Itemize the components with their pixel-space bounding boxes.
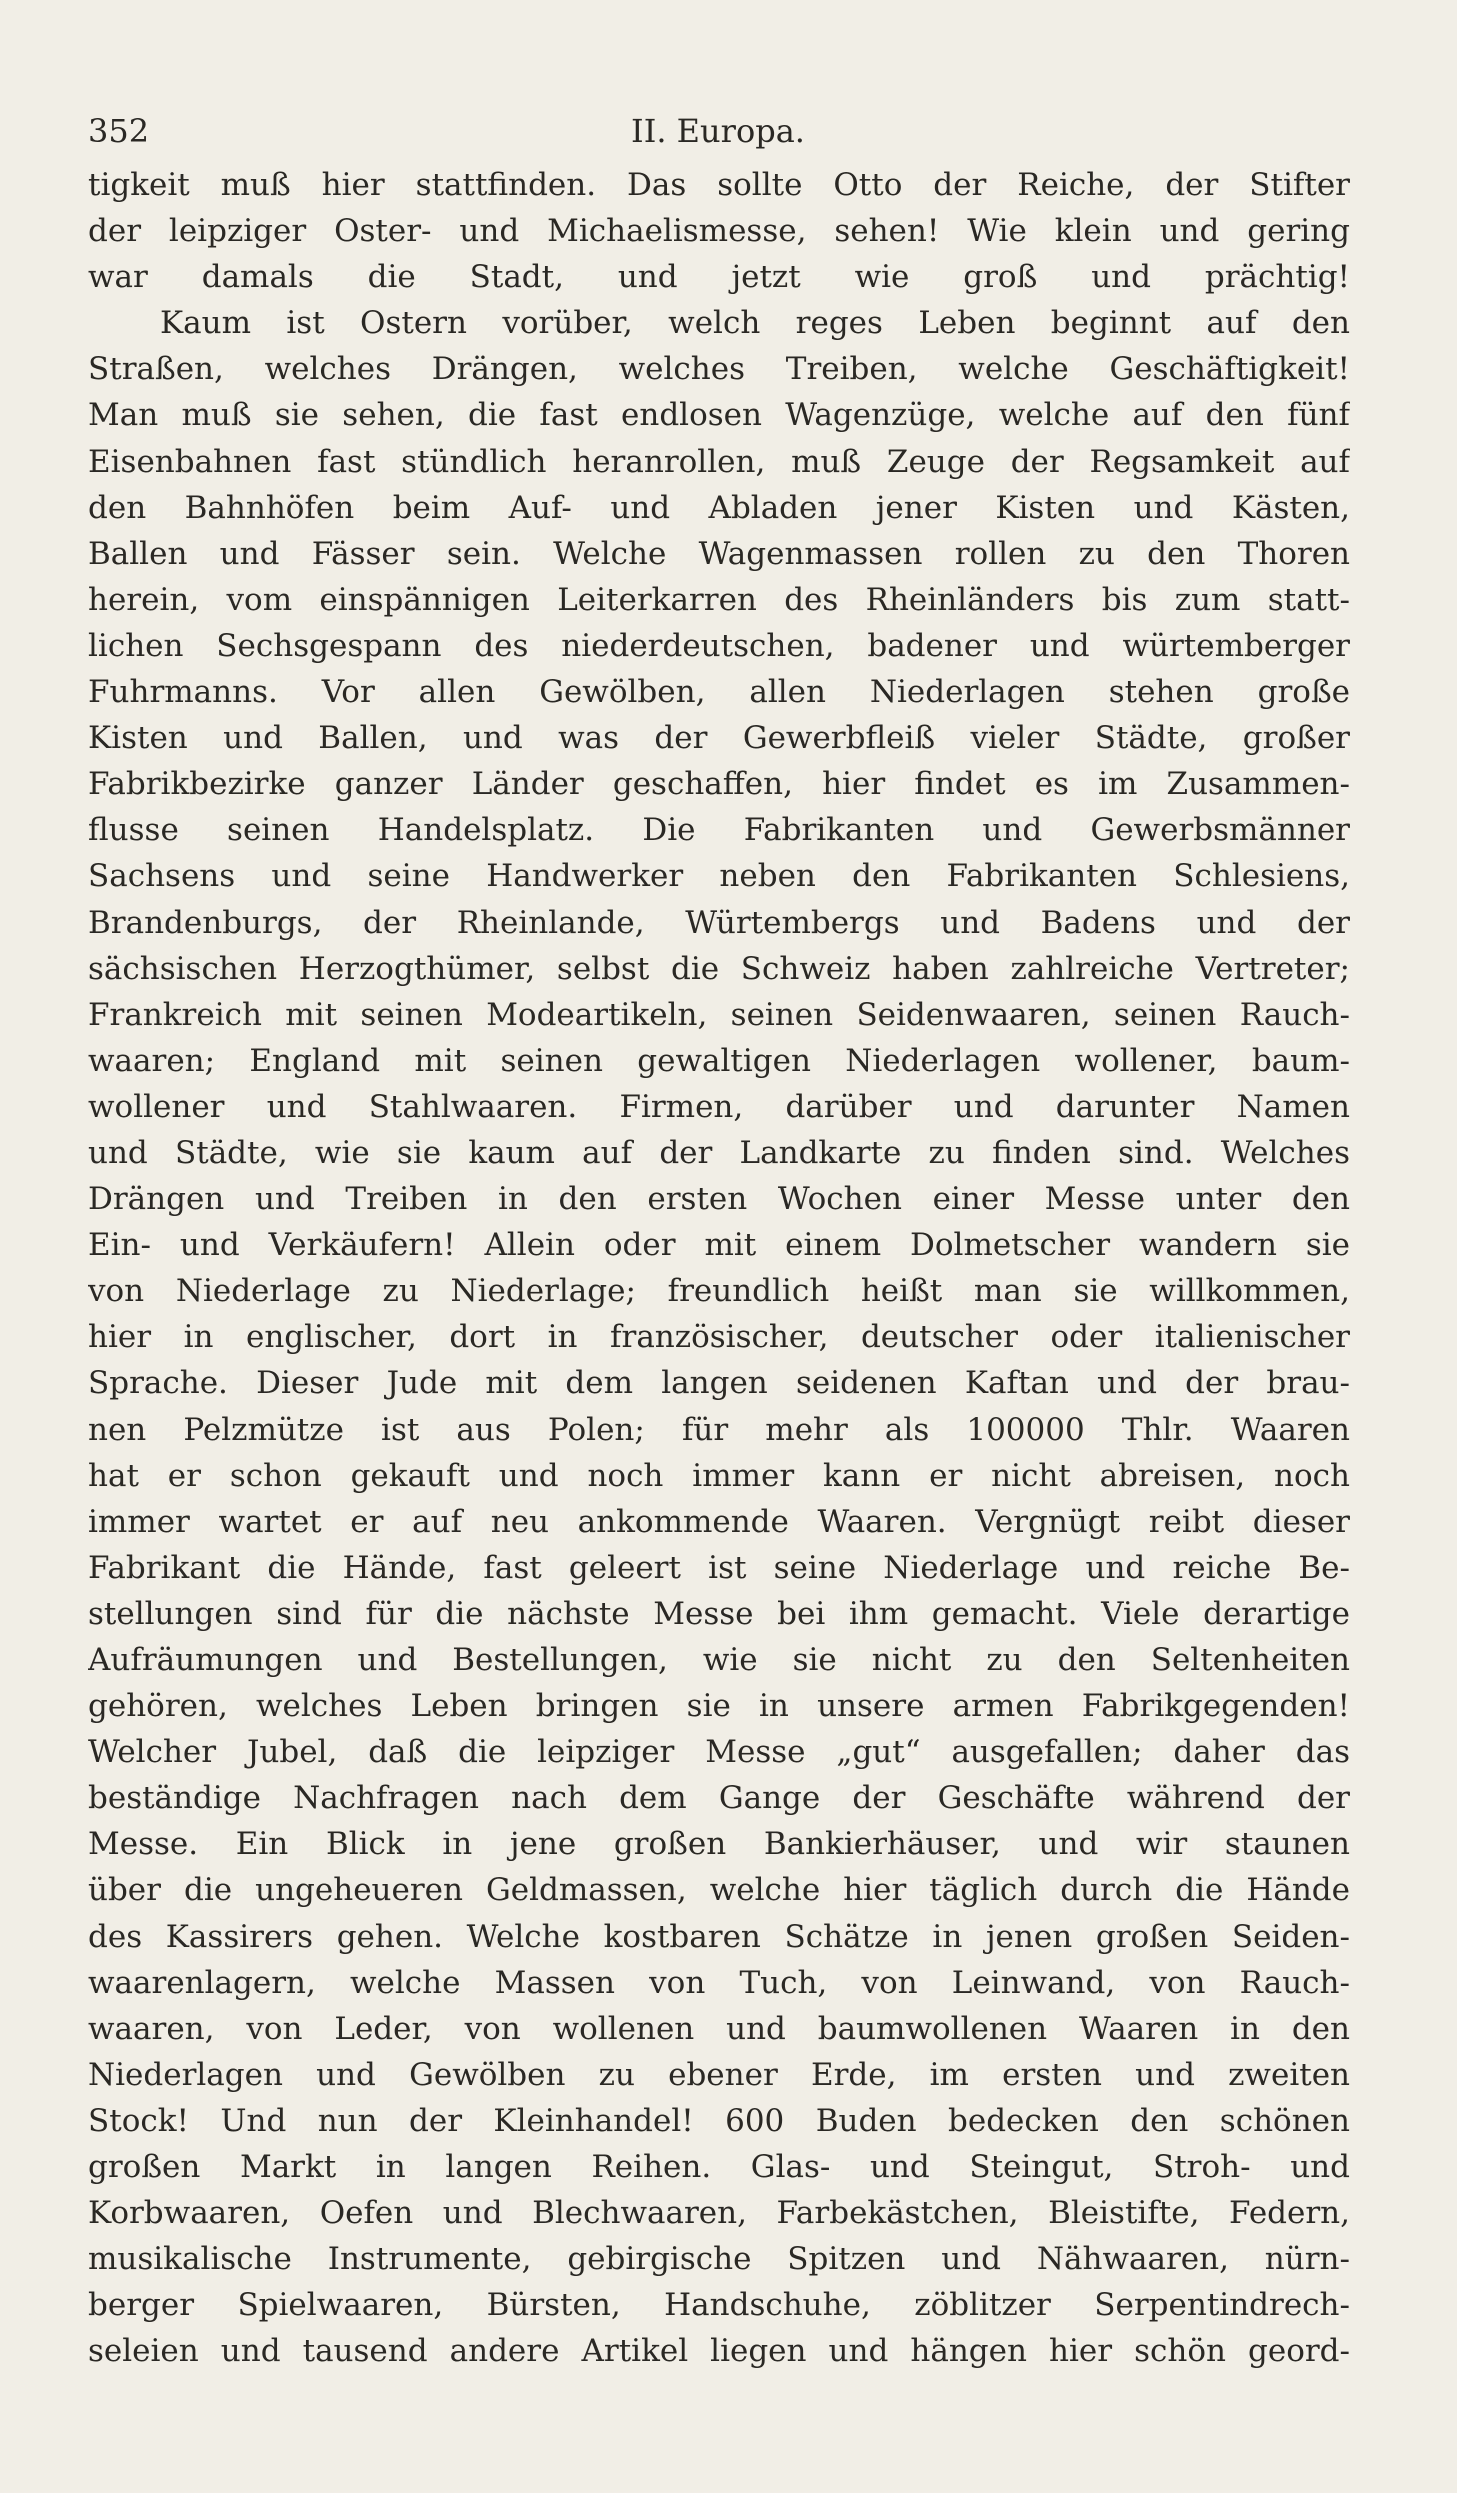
text-line: Welcher Jubel, daß die leipziger Messe „gut“ ausgefallen; daher das — [88, 1734, 1350, 1771]
text-line: Kaum ist Ostern vorüber, welch reges Leben beginnt auf den — [160, 305, 1350, 342]
text-line: Sprache. Dieser Jude mit dem langen seidenen Kaftan und der brau- — [88, 1365, 1350, 1402]
text-line: musikalische Instrumente, gebirgische Spitzen und Nähwaaren, nürn- — [88, 2241, 1350, 2278]
text-line: Brandenburgs, der Rheinlande, Würtembergs und Badens und der — [88, 904, 1350, 941]
text-line: hat er schon gekauft und noch immer kann er nicht abreisen, noch — [88, 1457, 1350, 1494]
text-line: gehören, welches Leben bringen sie in unsere armen Fabrikgegenden! — [88, 1688, 1350, 1725]
text-line: Fabrikant die Hände, fast geleert ist seine Niederlage und reiche Be- — [88, 1549, 1350, 1586]
text-line: Ballen und Fässer sein. Welche Wagenmassen rollen zu den Thoren — [88, 535, 1350, 572]
text-line: des Kassirers gehen. Welche kostbaren Schätze in jenen großen Seiden- — [88, 1918, 1350, 1955]
text-line: Aufräumungen und Bestellungen, wie sie nicht zu den Seltenheiten — [88, 1642, 1350, 1678]
text-line: großen Markt in langen Reihen. Glas- und Steingut, Stroh- und — [88, 2149, 1350, 2186]
text-line: beständige Nachfragen nach dem Gange der Geschäfte während der — [88, 1780, 1350, 1817]
text-line: Korbwaaren, Oefen und Blechwaaren, Farbekästchen, Bleistifte, Federn, — [88, 2195, 1350, 2232]
body-text — [88, 162, 1350, 2375]
text-line: Fuhrmanns. Vor allen Gewölben, allen Niederlagen stehen große — [88, 674, 1350, 711]
text-line: seleien und tausend andere Artikel liegen und hängen hier schön geord- — [88, 2333, 1350, 2370]
text-line: Kisten und Ballen, und was der Gewerbfleiß vieler Städte, großer — [88, 720, 1350, 757]
text-line: waaren, von Leder, von wollenen und baumwollenen Waaren in den — [88, 2010, 1350, 2047]
text-line: sächsischen Herzogthümer, selbst die Schweiz haben zahlreiche Vertreter; — [88, 950, 1350, 987]
text-line: Niederlagen und Gewölben zu ebener Erde, im ersten und zweiten — [88, 2056, 1350, 2093]
text-line: den Bahnhöfen beim Auf- und Abladen jener Kisten und Kästen, — [88, 489, 1350, 526]
text-line: berger Spielwaaren, Bürsten, Handschuhe, zöblitzer Serpentindrech- — [88, 2287, 1350, 2324]
page-number: 352 — [88, 112, 150, 150]
text-line: herein, vom einspännigen Leiterkarren des Rheinländers bis zum statt- — [88, 581, 1350, 618]
running-title: II. Europa. — [631, 112, 805, 150]
text-line: waaren; England mit seinen gewaltigen Niederlagen wollener, baum- — [88, 1042, 1350, 1079]
text-line: über die ungeheueren Geldmassen, welche hier täglich durch die Hände — [88, 1872, 1350, 1909]
text-line: Fabrikbezirke ganzer Länder geschaffen, hier findet es im Zusammen- — [88, 766, 1350, 803]
text-line: Man muß sie sehen, die fast endlosen Wagenzüge, welche auf den fünf — [88, 397, 1350, 434]
text-line: von Niederlage zu Niederlage; freundlich heißt man sie willkommen, — [88, 1273, 1350, 1310]
page-header — [88, 112, 1348, 152]
text-line: der leipziger Oster- und Michaelismesse, sehen! Wie klein und gering — [88, 213, 1350, 250]
text-line: tigkeit muß hier stattfinden. Das sollte Otto der Reiche, der Stifter — [88, 167, 1350, 203]
text-line: war damals die Stadt, und jetzt wie groß und prächtig! — [88, 259, 1350, 296]
text-line: und Städte, wie sie kaum auf der Landkarte zu finden sind. Welches — [88, 1134, 1350, 1171]
text-line: waarenlagern, welche Massen von Tuch, von Leinwand, von Rauch- — [88, 1964, 1350, 2001]
text-line: Ein- und Verkäufern! Allein oder mit einem Dolmetscher wandern sie — [88, 1227, 1350, 1264]
text-line: lichen Sechsgespann des niederdeutschen, badener und würtemberger — [88, 627, 1350, 664]
text-line: stellungen sind für die nächste Messe bei ihm gemacht. Viele derartige — [88, 1595, 1350, 1632]
text-line: Messe. Ein Blick in jene großen Bankierhäuser, und wir staunen — [88, 1826, 1350, 1863]
text-line: Drängen und Treiben in den ersten Wochen einer Messe unter den — [88, 1181, 1350, 1218]
text-line: wollener und Stahlwaaren. Firmen, darüber und darunter Namen — [88, 1088, 1350, 1125]
text-line: Straßen, welches Drängen, welches Treiben, welche Geschäftigkeit! — [88, 351, 1350, 388]
text-line: Frankreich mit seinen Modeartikeln, seinen Seidenwaaren, seinen Rauch- — [88, 996, 1350, 1033]
text-line: Sachsens und seine Handwerker neben den Fabrikanten Schlesiens, — [88, 858, 1350, 895]
text-line: flusse seinen Handelsplatz. Die Fabrikanten und Gewerbsmänner — [88, 812, 1350, 849]
text-line: Stock! Und nun der Kleinhandel! 600 Buden bedecken den schönen — [88, 2102, 1350, 2139]
text-line: Eisenbahnen fast stündlich heranrollen, muß Zeuge der Regsamkeit auf — [88, 443, 1350, 480]
text-line: nen Pelzmütze ist aus Polen; für mehr als 100000 Thlr. Waaren — [88, 1411, 1350, 1448]
text-line: immer wartet er auf neu ankommende Waaren. Vergnügt reibt dieser — [88, 1503, 1350, 1540]
text-line: hier in englischer, dort in französischer, deutscher oder italienischer — [88, 1319, 1350, 1356]
